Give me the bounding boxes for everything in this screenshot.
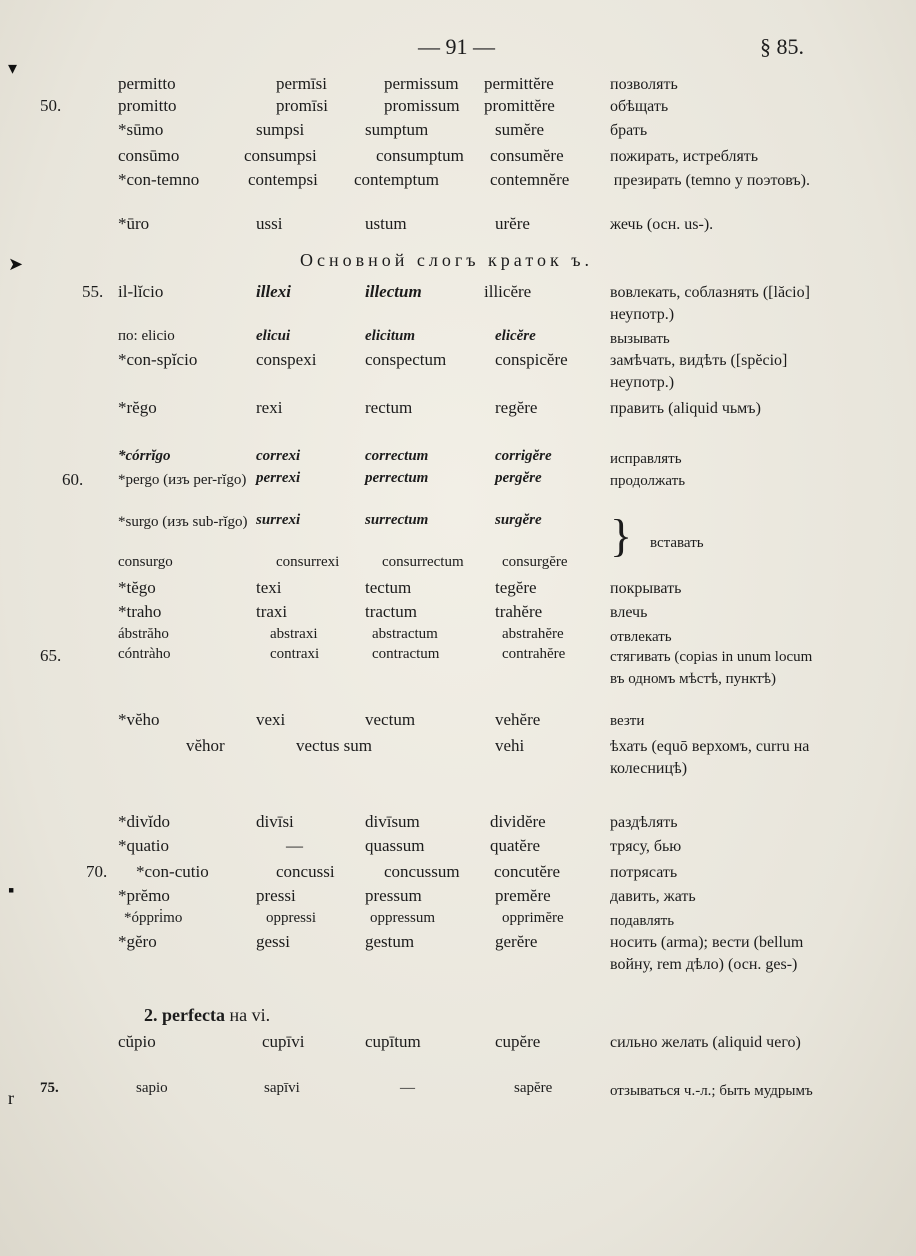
margin-mark: r — [8, 1088, 14, 1108]
verb-perfect: consumpsi — [244, 146, 317, 165]
verb-translation: продолжать — [610, 473, 686, 489]
verb-supine: tractum — [365, 602, 417, 621]
verb-infinitive: corrigĕre — [495, 448, 552, 464]
row-number: 50. — [40, 96, 62, 115]
verb-translation: стягивать (copias in unum locum въ одномъ мѣстѣ, пунктѣ) — [610, 649, 813, 687]
verb-translation: покрывать — [610, 580, 682, 597]
verb-supine: elicitum — [365, 328, 415, 344]
verb-perfect: oppressi — [266, 910, 316, 926]
verb-supine: contractum — [372, 646, 440, 662]
verb-infinitive: urĕre — [495, 214, 530, 233]
verb-translation: раздѣлять — [610, 814, 678, 831]
verb-supine: perrectum — [365, 470, 429, 486]
verb-infinitive: illicĕre — [484, 282, 532, 301]
verb-translation: ѣхать (equō верхомъ, curru на колесницѣ) — [610, 738, 810, 777]
row-number: 60. — [62, 470, 84, 489]
verb-perfect: — — [286, 836, 303, 855]
verb-perfect: illexi — [256, 282, 291, 301]
verb-supine: ustum — [365, 214, 407, 233]
verb-perfect: cupīvi — [262, 1032, 305, 1051]
verb-supine: correctum — [365, 448, 429, 464]
verb-present: *óppri̇mo — [124, 910, 183, 926]
verb-infinitive: conspicĕre — [495, 350, 568, 369]
verb-supine: oppressum — [370, 910, 435, 926]
row-number: 55. — [82, 282, 104, 301]
verb-present: *ūro — [118, 214, 150, 233]
verb-infinitive: regĕre — [495, 398, 538, 417]
verb-supine: concussum — [384, 862, 460, 881]
verb-infinitive: consumĕre — [490, 146, 564, 165]
verb-translation: вовлекать, соблазнять ([lăcio] неупотр.) — [610, 284, 810, 323]
verb-perfect: surrexi — [256, 512, 301, 528]
verb-supine: divīsum — [365, 812, 420, 831]
verb-supine: abstractum — [372, 626, 438, 642]
verb-infinitive: sapĕre — [514, 1080, 553, 1096]
verb-infinitive: opprimĕre — [502, 910, 564, 926]
verb-supine: illectum — [365, 282, 422, 301]
verb-translation: носить (arma); вести (bellum войну, rem дѣло) (осн. ges-) — [610, 934, 804, 973]
margin-mark: ➤ — [8, 254, 24, 274]
verb-translation: отвлекать — [610, 629, 672, 645]
verb-present: *córrĭgo — [118, 448, 171, 464]
verb-perfect: elicui — [256, 328, 291, 344]
verb-present: cŭpio — [118, 1032, 156, 1051]
verb-supine: rectum — [365, 398, 413, 417]
verb-present: *prĕmo — [118, 886, 170, 905]
section-2-heading — [144, 1005, 270, 1026]
verb-present: vĕhor — [186, 736, 225, 755]
verb-infinitive: cupĕre — [495, 1032, 541, 1051]
verb-present: permitto — [118, 74, 176, 93]
verb-perfect: gessi — [256, 932, 290, 951]
verb-supine: conspectum — [365, 350, 447, 369]
verb-present: *rĕgo — [118, 398, 157, 417]
section-2-title: 2. perfecta — [144, 1005, 225, 1025]
verb-perfect: texi — [256, 578, 282, 597]
verb-supine: cupītum — [365, 1032, 421, 1051]
verb-infinitive: pergĕre — [495, 470, 542, 486]
verb-perfect: conspexi — [256, 350, 317, 369]
verb-infinitive: surgĕre — [495, 512, 542, 528]
verb-present: promitto — [118, 96, 177, 115]
brace-mark: } — [610, 510, 633, 561]
verb-present: *tĕgo — [118, 578, 156, 597]
verb-infinitive: dividĕre — [490, 812, 546, 831]
verb-infinitive: promittĕre — [484, 96, 555, 115]
verb-supine: consumptum — [376, 146, 464, 165]
verb-perfect: contraxi — [270, 646, 320, 662]
verb-supine: gestum — [365, 932, 415, 951]
verb-infinitive: premĕre — [495, 886, 551, 905]
verb-translation: замѣчать, видѣть ([spĕcio] неупотр.) — [610, 352, 788, 391]
verb-translation: сильно желать (aliquid чего) — [610, 1034, 801, 1051]
page-number: — 91 — — [418, 34, 495, 59]
verb-translation: жечь (осн. us-). — [610, 216, 714, 233]
verb-infinitive: contrahĕre — [502, 646, 566, 662]
verb-infinitive: tegĕre — [495, 578, 537, 597]
verb-translation: давить, жать — [610, 888, 696, 905]
verb-present: *gĕro — [118, 932, 157, 951]
verb-infinitive: consurgĕre — [502, 554, 568, 570]
verb-supine: sumptum — [365, 120, 429, 139]
row-number: 70. — [86, 862, 108, 881]
verb-perfect: sapīvi — [264, 1080, 300, 1096]
verb-perfect: abstraxi — [270, 626, 318, 642]
verb-supine: permissum — [384, 74, 459, 93]
verb-infinitive: permittĕre — [484, 74, 554, 93]
section-number: § 85. — [760, 34, 804, 59]
verb-translation: исправлять — [610, 451, 682, 467]
verb-supine: contemptum — [354, 170, 439, 189]
verb-present: *traho — [118, 602, 162, 621]
verb-perfect: contempsi — [248, 170, 318, 189]
verb-perfect: traxi — [256, 602, 288, 621]
verb-perfect: sumpsi — [256, 120, 305, 139]
row-number: 75. — [40, 1080, 59, 1096]
verb-translation: вызывать — [610, 331, 670, 347]
verb-translation: вставать — [650, 535, 704, 551]
verb-present: *pergo (изъ per-rĭgo) — [118, 472, 247, 488]
verb-infinitive: trahĕre — [495, 602, 543, 621]
verb-supine: surrectum — [365, 512, 429, 528]
verb-supine: promissum — [384, 96, 460, 115]
verb-present: sapio — [136, 1080, 168, 1096]
verb-supine: vectum — [365, 710, 416, 729]
verb-present: *divĭdo — [118, 812, 170, 831]
verb-present: cóntràho — [118, 646, 171, 662]
verb-present: *con-cutio — [136, 862, 209, 881]
verb-present: *con-temno — [118, 170, 200, 189]
verb-translation: потрясать — [610, 864, 678, 881]
verb-present: il-lĭcio — [118, 282, 164, 301]
verb-supine: tectum — [365, 578, 412, 597]
verb-perfect: concussi — [276, 862, 335, 881]
verb-perfect: perrexi — [256, 470, 301, 486]
verb-infinitive: contemnĕre — [490, 170, 570, 189]
verb-perfect: consurrexi — [276, 554, 340, 570]
verb-translation: подавлять — [610, 913, 675, 929]
verb-translation: трясу, бью — [610, 838, 682, 855]
verb-infinitive: gerĕre — [495, 932, 538, 951]
verb-perfect: promīsi — [276, 96, 328, 115]
margin-mark: ▾ — [8, 58, 18, 78]
verb-infinitive: abstrahĕre — [502, 626, 564, 642]
verb-infinitive: sumĕre — [495, 120, 545, 139]
verb-translation: править (aliquid чьмъ) — [610, 400, 761, 417]
verb-supine: pressum — [365, 886, 422, 905]
verb-translation: брать — [610, 122, 648, 139]
verb-perfect: ussi — [256, 214, 283, 233]
verb-infinitive: vehi — [495, 736, 525, 755]
verb-translation: презирать (temno у поэтовъ). — [613, 172, 810, 189]
section-2-rest: на vi. — [229, 1005, 271, 1025]
verb-perfect: rexi — [256, 398, 283, 417]
verb-present: по: elicio — [118, 328, 175, 344]
verb-supine: consurrectum — [382, 554, 464, 570]
verb-translation: обѣщать — [610, 98, 669, 115]
verb-perfect: permīsi — [276, 74, 327, 93]
verb-translation: влечь — [610, 604, 648, 621]
verb-infinitive: concutĕre — [494, 862, 561, 881]
verb-supine: — — [400, 1080, 415, 1096]
subsection-heading: Основной слогъ краток ъ. — [300, 250, 593, 270]
verb-perfect: pressi — [256, 886, 296, 905]
verb-infinitive: quatĕre — [490, 836, 541, 855]
margin-mark: ▪ — [8, 880, 15, 900]
verb-perfect: vexi — [256, 710, 286, 729]
verb-present: *con-spĭcio — [118, 350, 198, 369]
verb-perfect: correxi — [256, 448, 301, 464]
verb-perfect: divīsi — [256, 812, 294, 831]
verb-supine: vectus sum — [296, 736, 373, 755]
verb-present: *quatio — [118, 836, 169, 855]
verb-translation: везти — [610, 713, 645, 729]
verb-present: consūmo — [118, 146, 180, 165]
verb-translation: пожирать, истреблять — [610, 148, 759, 165]
verb-present: *sūmo — [118, 120, 164, 139]
verb-translation: отзываться ч.-л.; быть мудрымъ — [610, 1083, 813, 1099]
verb-infinitive: elicĕre — [495, 328, 536, 344]
verb-present: consurgo — [118, 554, 173, 570]
row-number: 65. — [40, 646, 62, 665]
verb-supine: quassum — [365, 836, 425, 855]
verb-present: *surgo (изъ sub-rĭgo) — [118, 514, 248, 530]
verb-present: ábstrăho — [118, 626, 169, 642]
verb-present: *vĕho — [118, 710, 160, 729]
verb-infinitive: vehĕre — [495, 710, 541, 729]
verb-translation: позволять — [610, 76, 678, 93]
